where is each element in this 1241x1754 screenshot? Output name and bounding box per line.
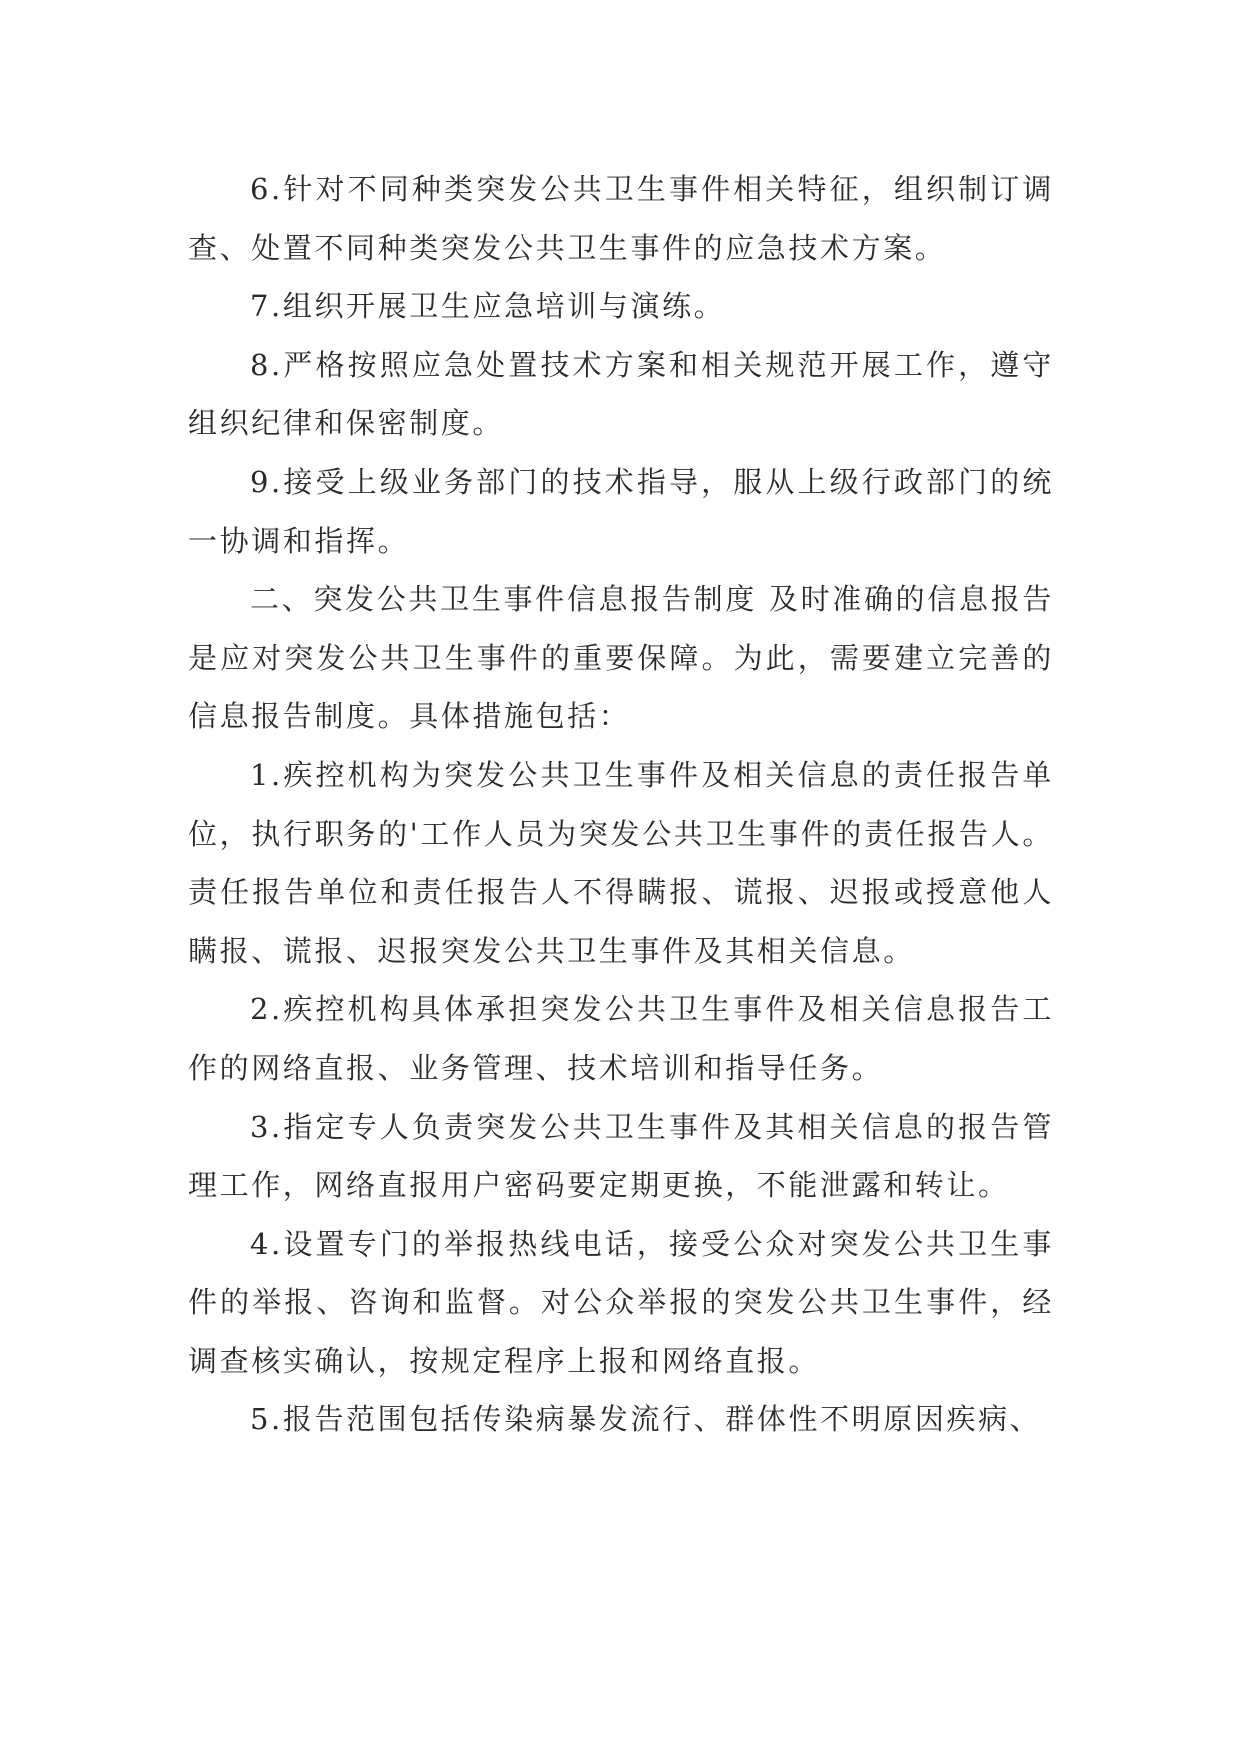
- paragraph-item-2: 2.疾控机构具体承担突发公共卫生事件及相关信息报告工作的网络直报、业务管理、技术培训和指导任务。: [188, 992, 1054, 1085]
- paragraph-item-7: 7.组织开展卫生应急培训与演练。: [250, 289, 726, 324]
- paragraph-item-8: 8.严格按照应急处置技术方案和相关规范开展工作，遵守组织纪律和保密制度。: [188, 347, 1054, 441]
- section-heading-reporting-system: 二、突发公共卫生事件信息报告制度 及时准确的信息报告是应对突发公共卫生事件的重要保障。为此，需要建立完善的信息报告制度。具体措施包括：: [188, 582, 1054, 734]
- paragraph-item-3: 3.指定专人负责突发公共卫生事件及其相关信息的报告管理工作，网络直报用户密码要定期更换，不能泄露和转让。: [188, 1109, 1054, 1203]
- document-body: [188, 160, 1054, 1449]
- paragraph-item-9: 9.接受上级业务部门的技术指导，服从上级行政部门的统一协调和指挥。: [188, 464, 1054, 558]
- paragraph-item-4: 4.设置专门的举报热线电话，接受公众对突发公共卫生事件的举报、咨询和监督。对公众举报的突发公共卫生事件，经调查核实确认，按规定程序上报和网络直报。: [188, 1226, 1054, 1378]
- paragraph-item-6: 6.针对不同种类突发公共卫生事件相关特征，组织制订调查、处置不同种类突发公共卫生事件的应急技术方案。: [188, 172, 1054, 265]
- paragraph-item-5: 5.报告范围包括传染病暴发流行、群体性不明原因疾病、: [250, 1402, 1042, 1437]
- paragraph-item-1: 1.疾控机构为突发公共卫生事件及相关信息的责任报告单位，执行职务的'工作人员为突发公共卫生事件的责任报告人。责任报告单位和责任报告人不得瞒报、谎报、迟报或授意他人瞒报、谎报、迟报突发公共卫生事件及其相关信息。: [188, 757, 1054, 968]
